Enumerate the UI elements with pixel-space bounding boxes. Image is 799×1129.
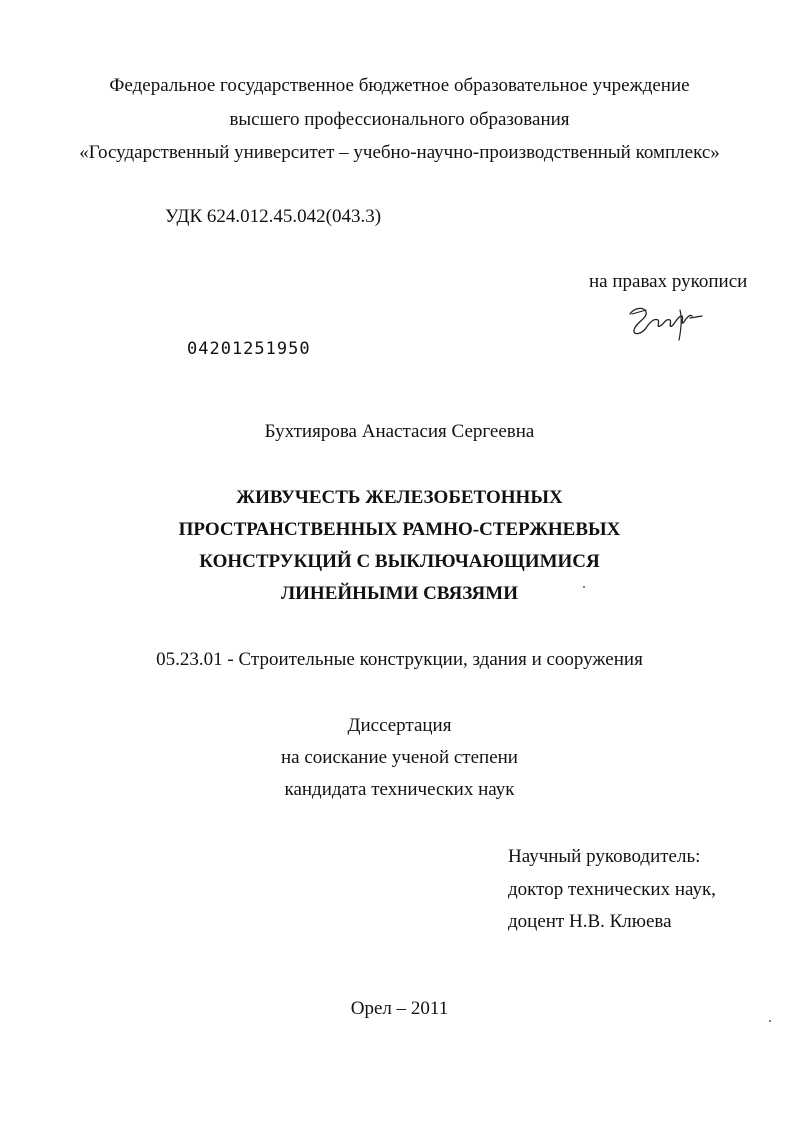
dissertation-title-line: ЛИНЕЙНЫМИ СВЯЗЯМИ <box>281 583 518 604</box>
document-number: 04201251950 <box>187 339 311 359</box>
signature-icon <box>624 300 704 344</box>
city-year: Орел – 2011 <box>350 998 449 1019</box>
udk-code: УДК 624.012.45.042(043.3) <box>165 206 382 227</box>
specialty-code: 05.23.01 - Строительные конструкции, здания и сооружения <box>156 649 643 670</box>
institution-line-2: высшего профессионального образования <box>229 109 570 130</box>
supervisor-label: Научный руководитель: <box>508 846 701 867</box>
supervisor-name: доцент Н.В. Клюева <box>508 911 672 932</box>
supervisor-degree: доктор технических наук, <box>508 879 716 900</box>
manuscript-rights-note: на правах рукописи <box>589 271 748 292</box>
dissertation-title-line: ПРОСТРАНСТВЕННЫХ РАМНО-СТЕРЖНЕВЫХ <box>178 519 621 540</box>
degree-name: кандидата технических наук <box>284 779 515 800</box>
scan-speck <box>583 586 585 588</box>
scan-speck <box>769 1020 771 1022</box>
institution-line-1: Федеральное государственное бюджетное образовательное учреждение <box>109 75 690 96</box>
document-type: Диссертация <box>347 715 452 736</box>
institution-line-3: «Государственный университет – учебно-научно-производственный комплекс» <box>79 142 720 163</box>
author-name: Бухтиярова Анастасия Сергеевна <box>264 421 535 442</box>
dissertation-title-line: КОНСТРУКЦИЙ С ВЫКЛЮЧАЮЩИМИСЯ <box>199 551 600 572</box>
dissertation-title-line: ЖИВУЧЕСТЬ ЖЕЛЕЗОБЕТОННЫХ <box>236 487 563 508</box>
degree-purpose: на соискание ученой степени <box>281 747 518 768</box>
